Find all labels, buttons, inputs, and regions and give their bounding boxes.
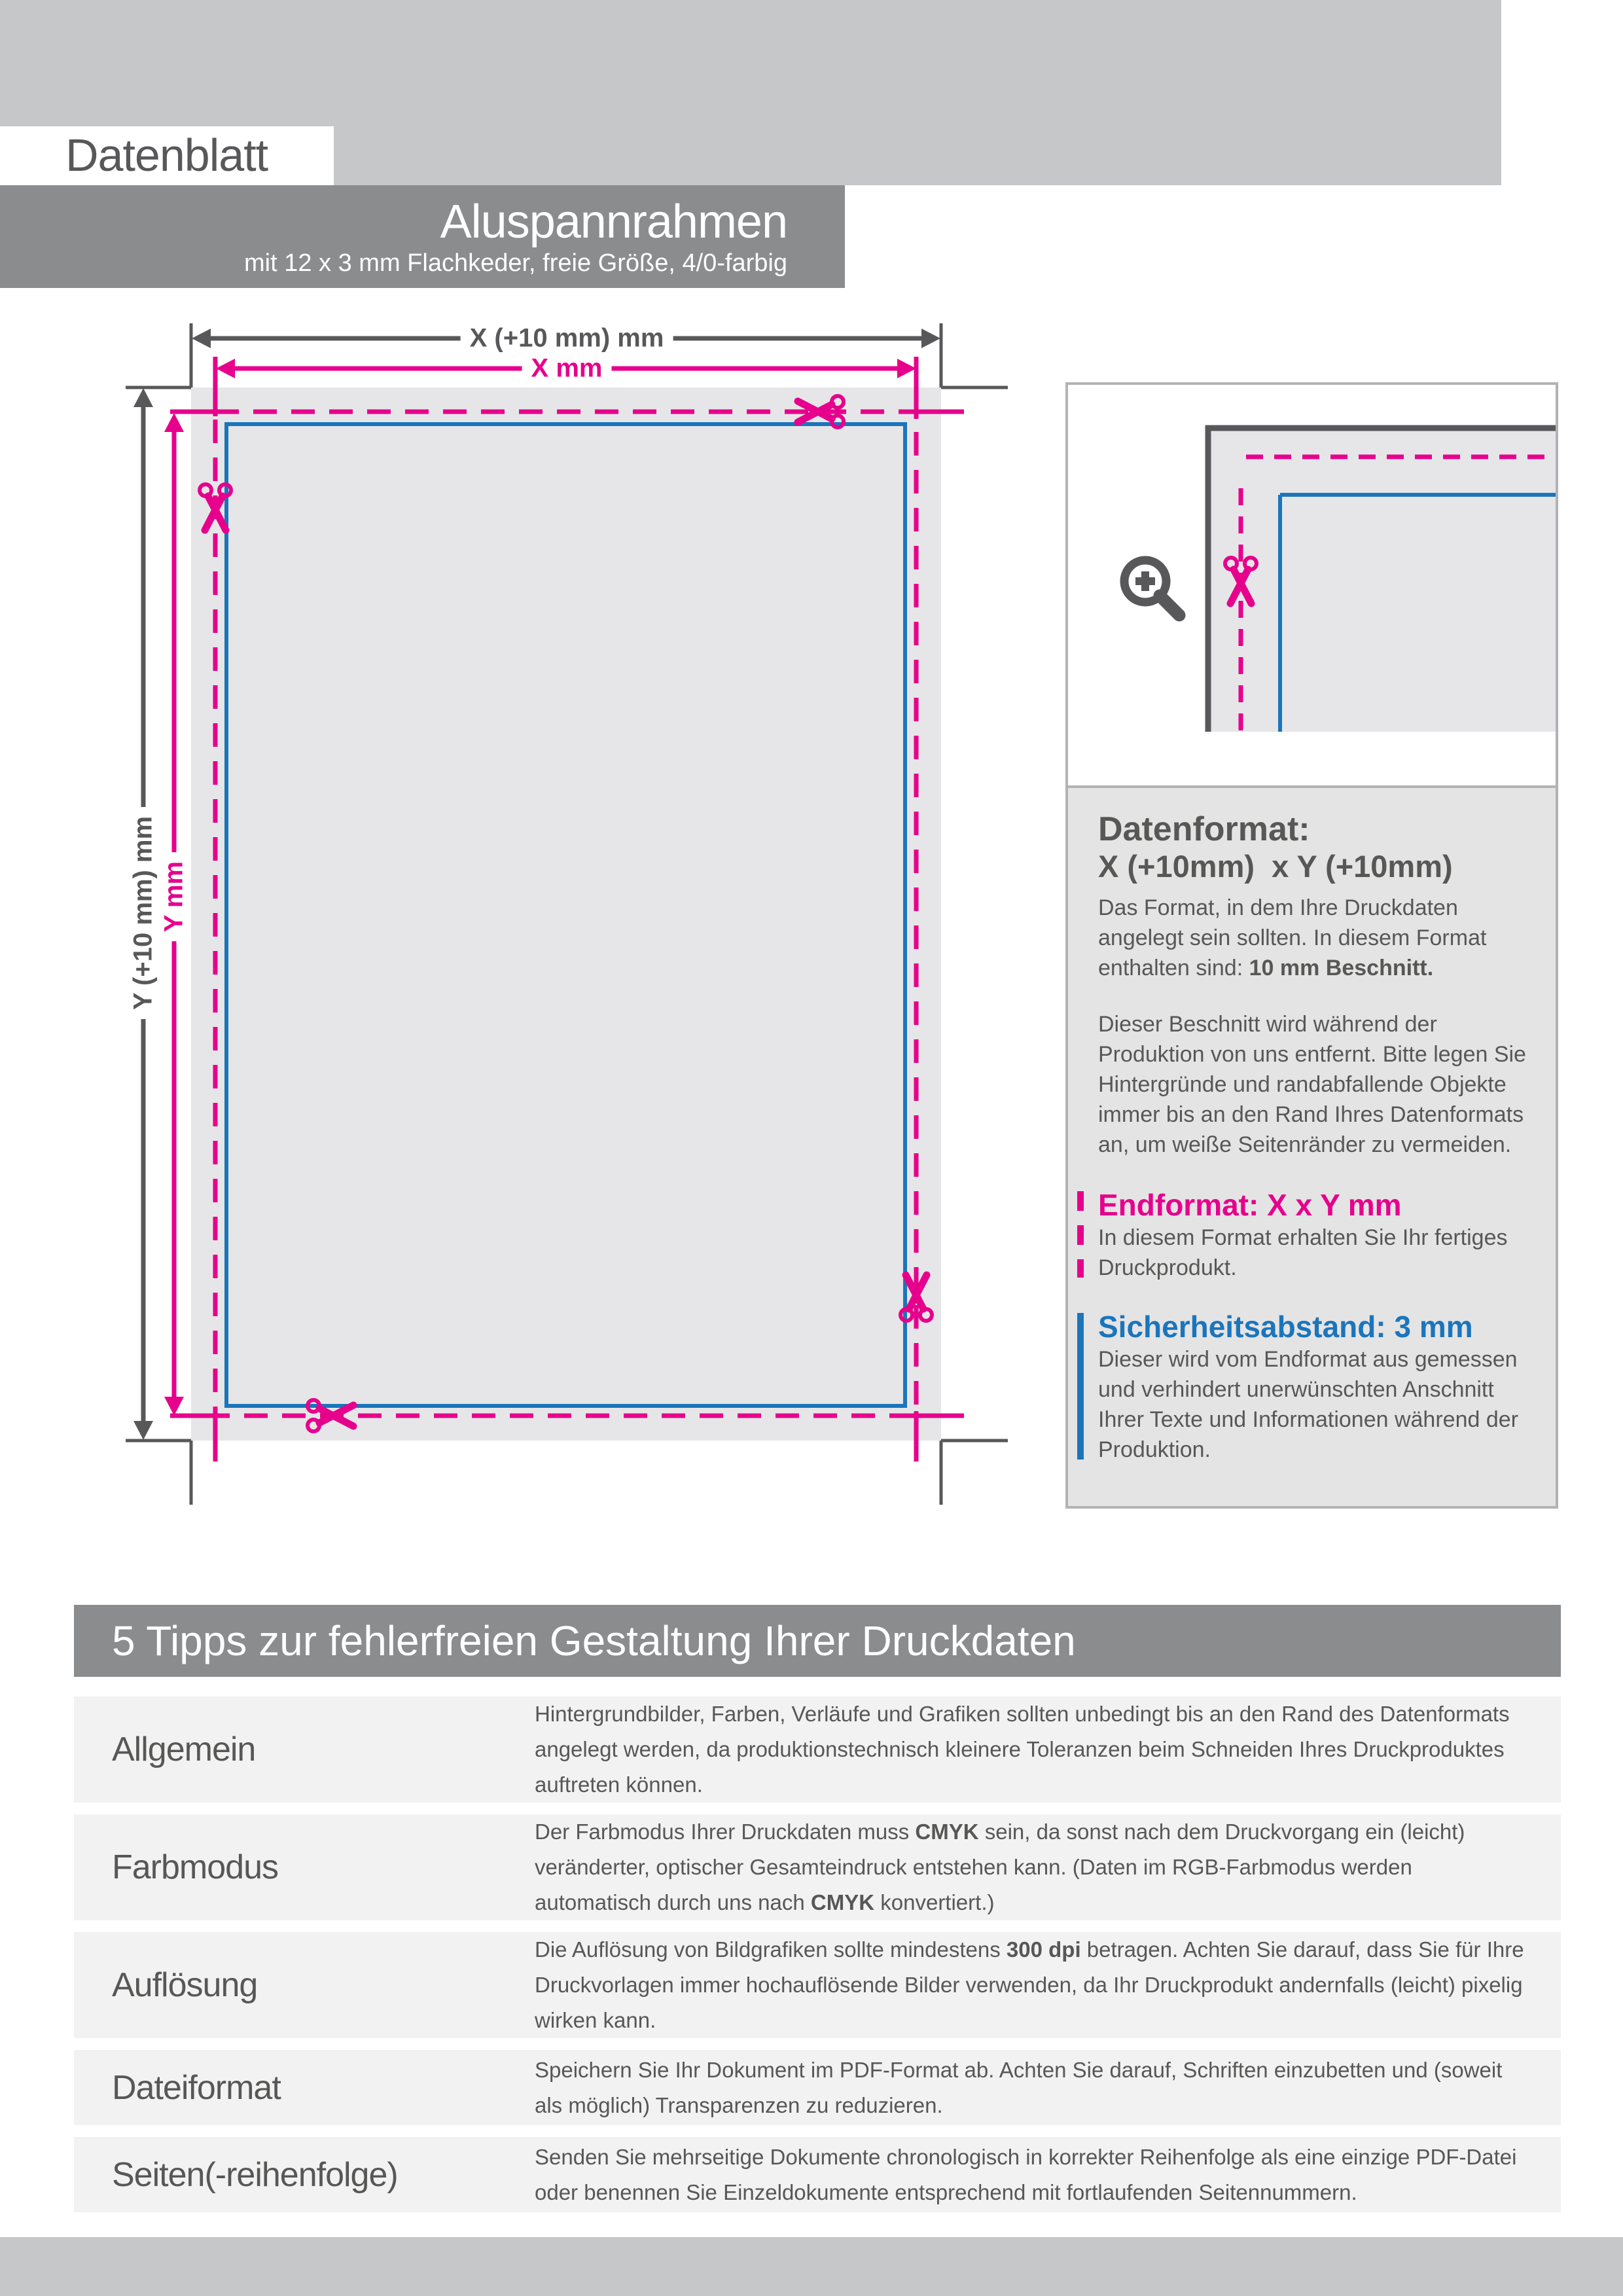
- datenformat-title: Datenformat:: [1098, 810, 1310, 848]
- outer-height-label: Y (+10 mm) mm: [128, 807, 160, 1019]
- datenformat-formula: X (+10mm) x Y (+10mm): [1098, 849, 1453, 884]
- tip-row-text: Der Farbmodus Ihrer Druckdaten muss CMYK sein, da sonst nach dem Druckvorgang ein (leicht) veränderter, optischer Gesamteindruck entstehen kann. (Daten im RGB-Farbmodus werden automatisch durch uns nach CMYK konvertiert.): [535, 1820, 1465, 1914]
- tip-row: [74, 1696, 1561, 1803]
- endformat-block: [1098, 1187, 1543, 1283]
- tip-row: [74, 2050, 1561, 2125]
- tip-row-label: Dateiformat: [112, 2068, 281, 2107]
- final-height-label: Y mm: [158, 852, 190, 941]
- tips-rows: [74, 1696, 1561, 2224]
- endformat-text: In diesem Format erhalten Sie Ihr fertiges Druckprodukt.: [1098, 1225, 1508, 1280]
- sicherheitsabstand-block: [1098, 1309, 1543, 1465]
- bleed-area: [191, 387, 941, 1441]
- datenformat-text-2: Dieser Beschnitt wird während der Produktion von uns entfernt. Bitte legen Sie Hintergründe und randabfallende Objekte immer bis an den Rand Ihres Datenformats an, um weiße Seitenränder zu vermeiden.: [1098, 1012, 1526, 1157]
- sicherheitsabstand-title: Sicherheitsabstand: 3 mm: [1098, 1310, 1473, 1344]
- detail-bleed-area: [1211, 431, 1556, 732]
- tip-row-label: Seiten(-reihenfolge): [112, 2155, 398, 2194]
- product-subtitle: mit 12 x 3 mm Flachkeder, freie Größe, 4/0-farbig: [244, 249, 787, 277]
- tip-row: [74, 2137, 1561, 2212]
- corner-detail-view: [1068, 385, 1556, 785]
- outer-width-label: X (+10 mm) mm: [461, 323, 673, 355]
- format-info-card: [1065, 382, 1558, 1509]
- datenformat-text-1: Das Format, in dem Ihre Druckdaten angelegt sein sollten. In diesem Format enthalten sind: 10 mm Beschnitt.: [1098, 895, 1487, 980]
- footer-band: [0, 2237, 1623, 2296]
- magnifier-plus-icon: [1124, 560, 1179, 615]
- tip-row-text: Die Auflösung von Bildgrafiken sollte mindestens 300 dpi betragen. Achten Sie darauf, dass Sie für Ihre Druckvorlagen immer hochauflösende Bilder verwenden, da Ihr Druckprodukt andernfalls (leicht) pixelig wirken kann.: [535, 1937, 1524, 2032]
- tip-row: [74, 1814, 1561, 1920]
- tip-row-text: Speichern Sie Ihr Dokument im PDF-Format ab. Achten Sie darauf, Schriften einzubetten und (soweit als möglich) Transparenzen zu reduzieren.: [535, 2057, 1503, 2117]
- tip-row: [74, 1932, 1561, 2038]
- sheet-type-label: Datenblatt: [0, 126, 334, 185]
- tips-heading: 5 Tipps zur fehlerfreien Gestaltung Ihrer Druckdaten: [74, 1605, 1561, 1677]
- tip-row-label: Farbmodus: [112, 1848, 278, 1886]
- product-title: Aluspannrahmen: [440, 195, 787, 248]
- tip-row-label: Auflösung: [112, 1966, 258, 2004]
- tip-row-text: Hintergrundbilder, Farben, Verläufe und Grafiken sollten unbedingt bis an den Rand des Datenformats angelegt werden, da produktionstechnisch kleinere Toleranzen beim Schneiden Ihres Druckproduktes auftreten können.: [535, 1702, 1510, 1797]
- sicherheitsabstand-text: Dieser wird vom Endformat aus gemessen und verhindert unerwünschten Anschnitt Ihrer Texte und Informationen während der Produktion.: [1098, 1347, 1518, 1462]
- sicherheitsabstand-solid-bar: [1077, 1313, 1084, 1460]
- final-width-label: X mm: [522, 353, 612, 385]
- tip-row-text: Senden Sie mehrseitige Dokumente chronologisch in korrekter Reihenfolge als eine einzige PDF-Datei oder benennen Sie Einzeldokumente entsprechend mit fortlaufenden Seitennummern.: [535, 2144, 1517, 2204]
- endformat-dashed-bar: [1077, 1191, 1084, 1278]
- endformat-title: Endformat: X x Y mm: [1098, 1188, 1402, 1222]
- format-descriptions: [1068, 785, 1556, 1506]
- tip-row-label: Allgemein: [112, 1731, 256, 1768]
